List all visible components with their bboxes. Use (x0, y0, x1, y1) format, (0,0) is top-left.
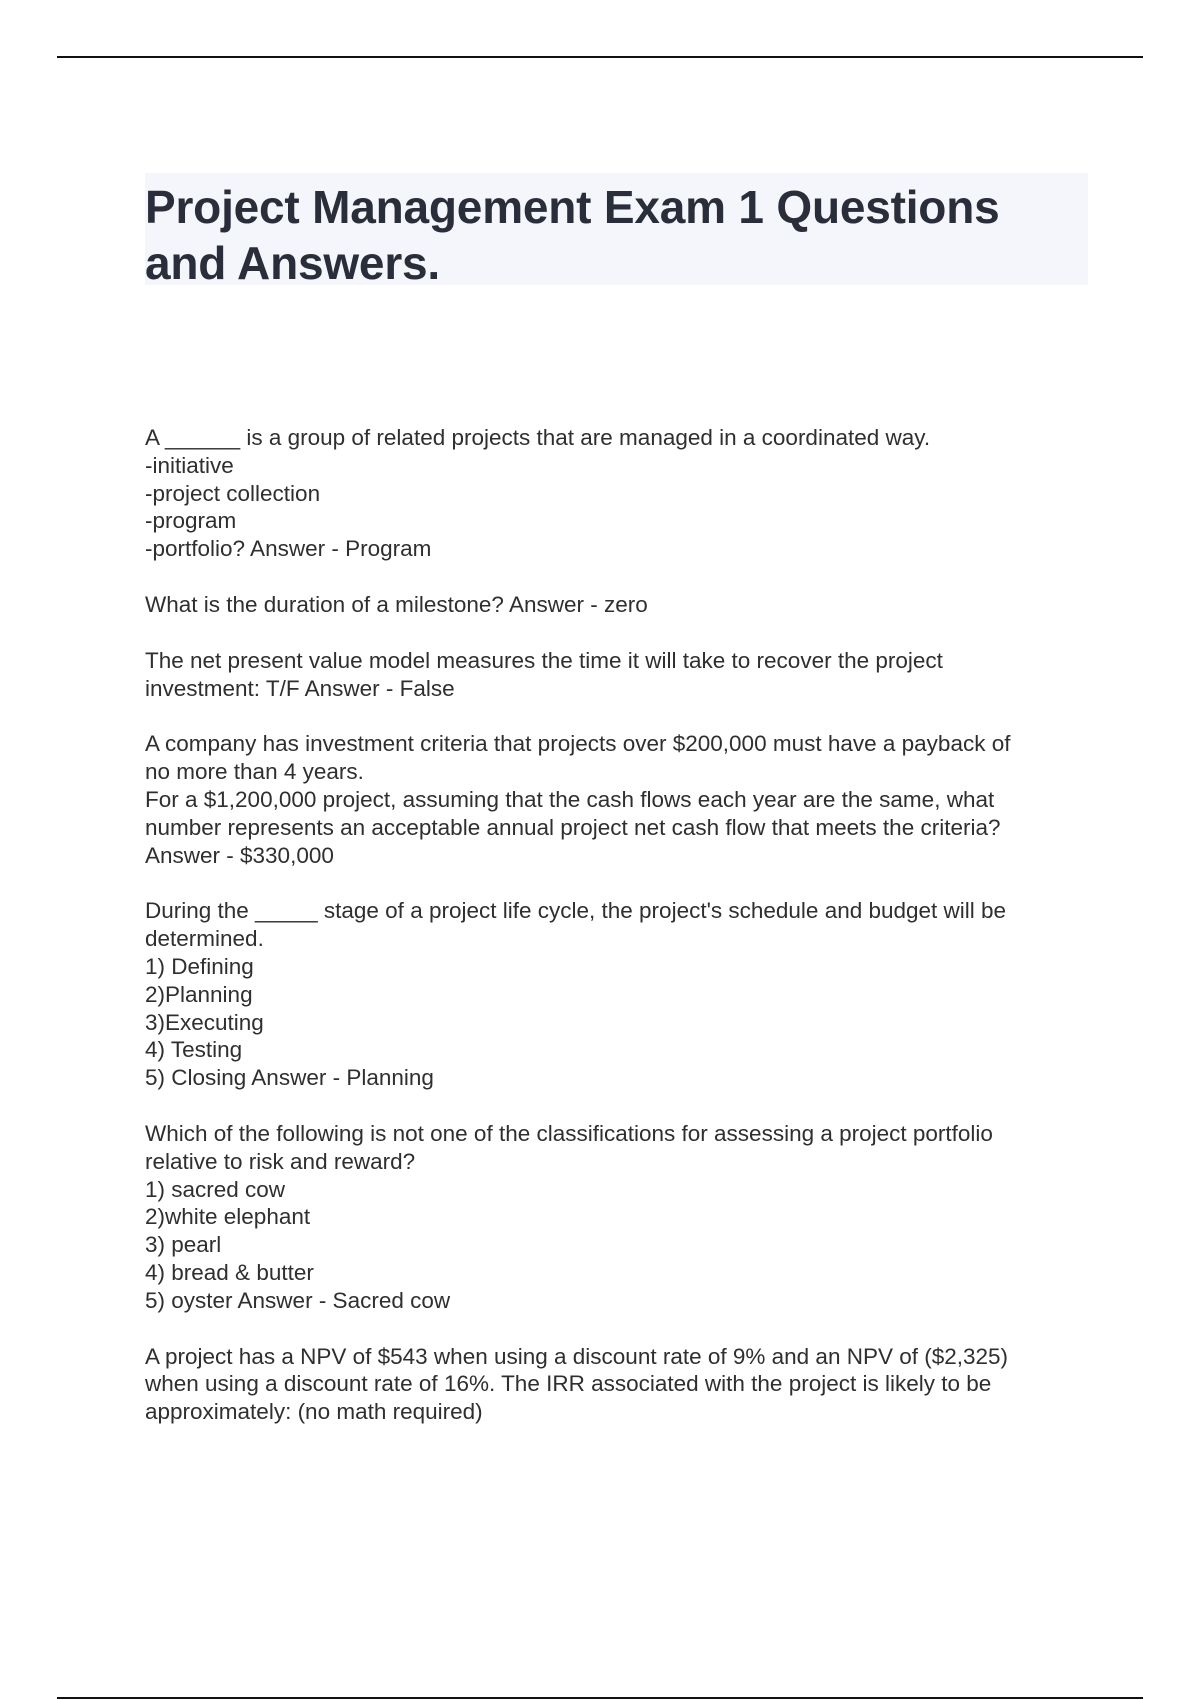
qa-line: when using a discount rate of 16%. The IRR associated with the project is likely to be (145, 1371, 992, 1397)
title-line-1: Project Management Exam 1 Questions (145, 181, 1000, 233)
qa-line: 2)Planning (145, 981, 253, 1007)
qa-line: A ______ is a group of related projects that are managed in a coordinated way. (145, 425, 931, 450)
qa-item-5 (145, 897, 1090, 1092)
page-title (145, 173, 1088, 291)
qa-line: Which of the following is not one of the classifications for assessing a project portfolio (145, 1120, 993, 1146)
bottom-rule (57, 1697, 1143, 1699)
qa-item-6 (145, 1120, 1090, 1315)
qa-line: 5) oyster Answer - Sacred cow (145, 1287, 451, 1313)
qa-line: investment: T/F Answer - False (145, 675, 455, 701)
qa-line: number represents an acceptable annual project net cash flow that meets the criteria? (145, 814, 1001, 840)
qa-line: A company has investment criteria that projects over $200,000 must have a payback of (145, 731, 1011, 757)
qa-line: -portfolio? Answer - Program (145, 536, 432, 562)
qa-item-1 (145, 424, 1090, 563)
qa-line: The net present value model measures the time it will take to recover the project (145, 647, 943, 673)
qa-line: A project has a NPV of $543 when using a discount rate of 9% and an NPV of ($2,325) (145, 1343, 1009, 1369)
qa-line: 4) bread & butter (145, 1259, 314, 1285)
qa-line: 1) sacred cow (145, 1176, 286, 1202)
qa-line: -program (145, 508, 237, 534)
qa-line: What is the duration of a milestone? Answer - zero (145, 591, 648, 617)
qa-list (145, 424, 1090, 1454)
qa-line: -project collection (145, 480, 321, 506)
qa-line: 5) Closing Answer - Planning (145, 1065, 434, 1091)
qa-line: no more than 4 years. (145, 759, 364, 785)
qa-line: determined. (145, 926, 264, 952)
qa-line: 2)white elephant (145, 1204, 311, 1230)
qa-item-3 (145, 647, 1090, 703)
qa-line: relative to risk and reward? (145, 1148, 416, 1174)
qa-line: During the _____ stage of a project life cycle, the project's schedule and budget will be (145, 898, 1007, 924)
qa-line: 3) pearl (145, 1232, 222, 1258)
qa-item-2 (145, 591, 1090, 619)
qa-line: For a $1,200,000 project, assuming that the cash flows each year are the same, what (145, 786, 995, 812)
qa-line: 1) Defining (145, 953, 254, 979)
qa-item-4 (145, 730, 1090, 869)
qa-line: 3)Executing (145, 1009, 264, 1035)
qa-line: approximately: (no math required) (145, 1399, 483, 1425)
title-block (145, 173, 1088, 289)
title-line-2: and Answers. (145, 237, 440, 289)
qa-line: -initiative (145, 452, 234, 478)
top-rule (57, 56, 1143, 58)
qa-item-7 (145, 1343, 1090, 1426)
qa-line: Answer - $330,000 (145, 842, 334, 868)
qa-line: 4) Testing (145, 1037, 243, 1063)
